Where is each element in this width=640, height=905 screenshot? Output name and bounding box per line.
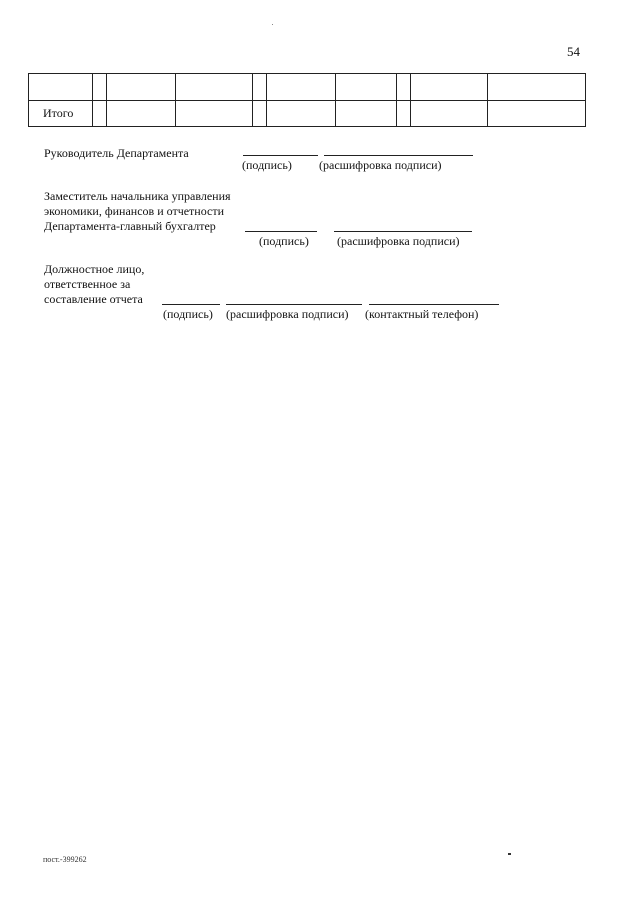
table-cell: [253, 74, 267, 101]
official-title-line1: Должностное лицо,: [44, 262, 145, 276]
official-decoding-line: [226, 304, 362, 305]
table-row-total: [29, 101, 586, 127]
total-label: Итого: [29, 101, 93, 127]
deputy-decoding-line: [334, 231, 472, 232]
head-signature-line: [243, 155, 318, 156]
table-cell: [267, 101, 336, 127]
table-cell: [411, 101, 488, 127]
table-cell: [336, 74, 397, 101]
table-cell: [253, 101, 267, 127]
footer-code: пост.-399262: [43, 855, 87, 864]
head-signature-caption: (подпись): [242, 158, 292, 172]
official-phone-caption: (контактный телефон): [365, 307, 479, 321]
deputy-signature-caption: (подпись): [259, 234, 309, 248]
official-decoding-caption: (расшифровка подписи): [226, 307, 349, 321]
table-cell: [336, 101, 397, 127]
head-decoding-caption: (расшифровка подписи): [319, 158, 442, 172]
deputy-decoding-caption: (расшифровка подписи): [337, 234, 460, 248]
table-row: [29, 74, 586, 101]
table-cell: [488, 74, 586, 101]
official-signature-line: [162, 304, 220, 305]
table-cell: [29, 74, 93, 101]
head-title: Руководитель Департамента: [44, 146, 189, 160]
table-cell: [176, 101, 253, 127]
table-cell: [107, 74, 176, 101]
official-title-line3: составление отчета: [44, 292, 143, 306]
scan-speck: [272, 24, 273, 25]
table-cell: [267, 74, 336, 101]
deputy-signature-line: [245, 231, 317, 232]
deputy-title-line1: Заместитель начальника управления: [44, 189, 231, 203]
table-cell: [93, 101, 107, 127]
report-table: [28, 73, 586, 127]
deputy-title-line3: Департамента-главный бухгалтер: [44, 219, 216, 233]
table-cell: [93, 74, 107, 101]
table-cell: [411, 74, 488, 101]
table-cell: [397, 74, 411, 101]
table-cell: [488, 101, 586, 127]
scan-speck: [508, 853, 511, 855]
official-signature-caption: (подпись): [163, 307, 213, 321]
official-title-line2: ответственное за: [44, 277, 131, 291]
deputy-title-line2: экономики, финансов и отчетности: [44, 204, 225, 218]
table-cell: [397, 101, 411, 127]
page-number: 54: [567, 44, 580, 59]
head-decoding-line: [324, 155, 473, 156]
table-cell: [107, 101, 176, 127]
official-phone-line: [369, 304, 499, 305]
table-cell: [176, 74, 253, 101]
